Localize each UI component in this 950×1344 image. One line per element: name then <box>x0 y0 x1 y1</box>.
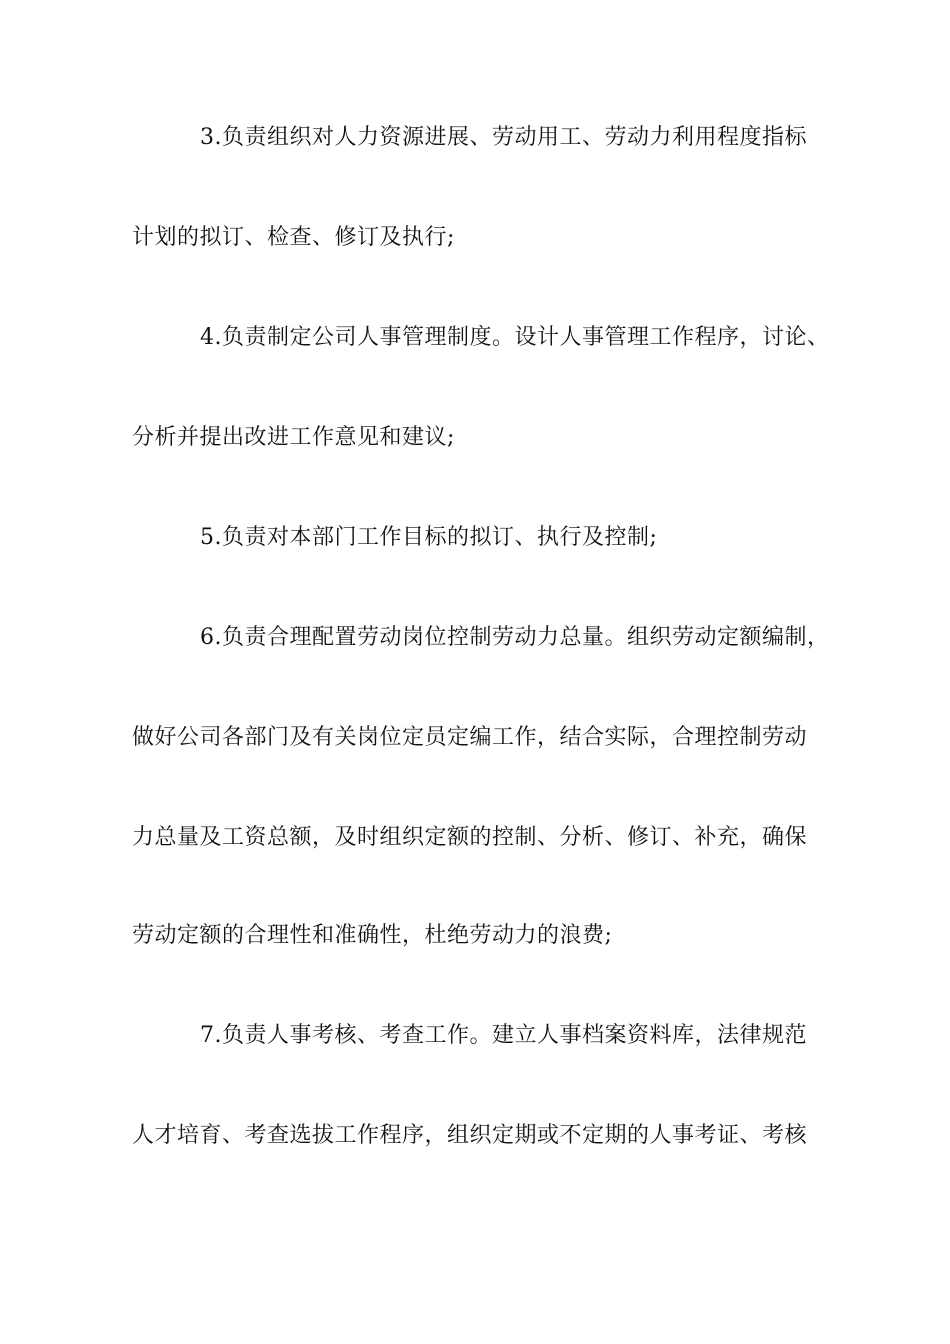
paragraph-7-line-1: 7.负责人事考核、考查工作。建立人事档案资料库，法律规范 <box>200 1023 807 1048</box>
paragraph-7-line-2: 人才培育、考查选拔工作程序，组织定期或不定期的人事考证、考核 <box>132 1123 808 1148</box>
paragraph-5-line-1: 5.负责对本部门工作目标的拟订、执行及控制; <box>200 525 658 550</box>
paragraph-4-line-2: 分析并提出改进工作意见和建议; <box>132 425 455 450</box>
paragraph-3-line-1: 3.负责组织对人力资源进展、劳动用工、劳动力利用程度指标 <box>200 125 807 150</box>
paragraph-6-line-1: 6.负责合理配置劳动岗位控制劳动力总量。组织劳动定额编制， <box>200 625 830 650</box>
paragraph-3-line-2: 计划的拟订、检查、修订及执行; <box>132 225 455 250</box>
paragraph-6-line-2: 做好公司各部门及有关岗位定员定编工作，结合实际，合理控制劳动 <box>132 725 808 750</box>
paragraph-6-line-3: 力总量及工资总额，及时组织定额的控制、分析、修订、补充，确保 <box>132 825 808 850</box>
paragraph-6-line-4: 劳动定额的合理性和准确性，杜绝劳动力的浪费; <box>132 923 613 948</box>
paragraph-4-line-1: 4.负责制定公司人事管理制度。设计人事管理工作程序，讨论、 <box>200 325 830 350</box>
